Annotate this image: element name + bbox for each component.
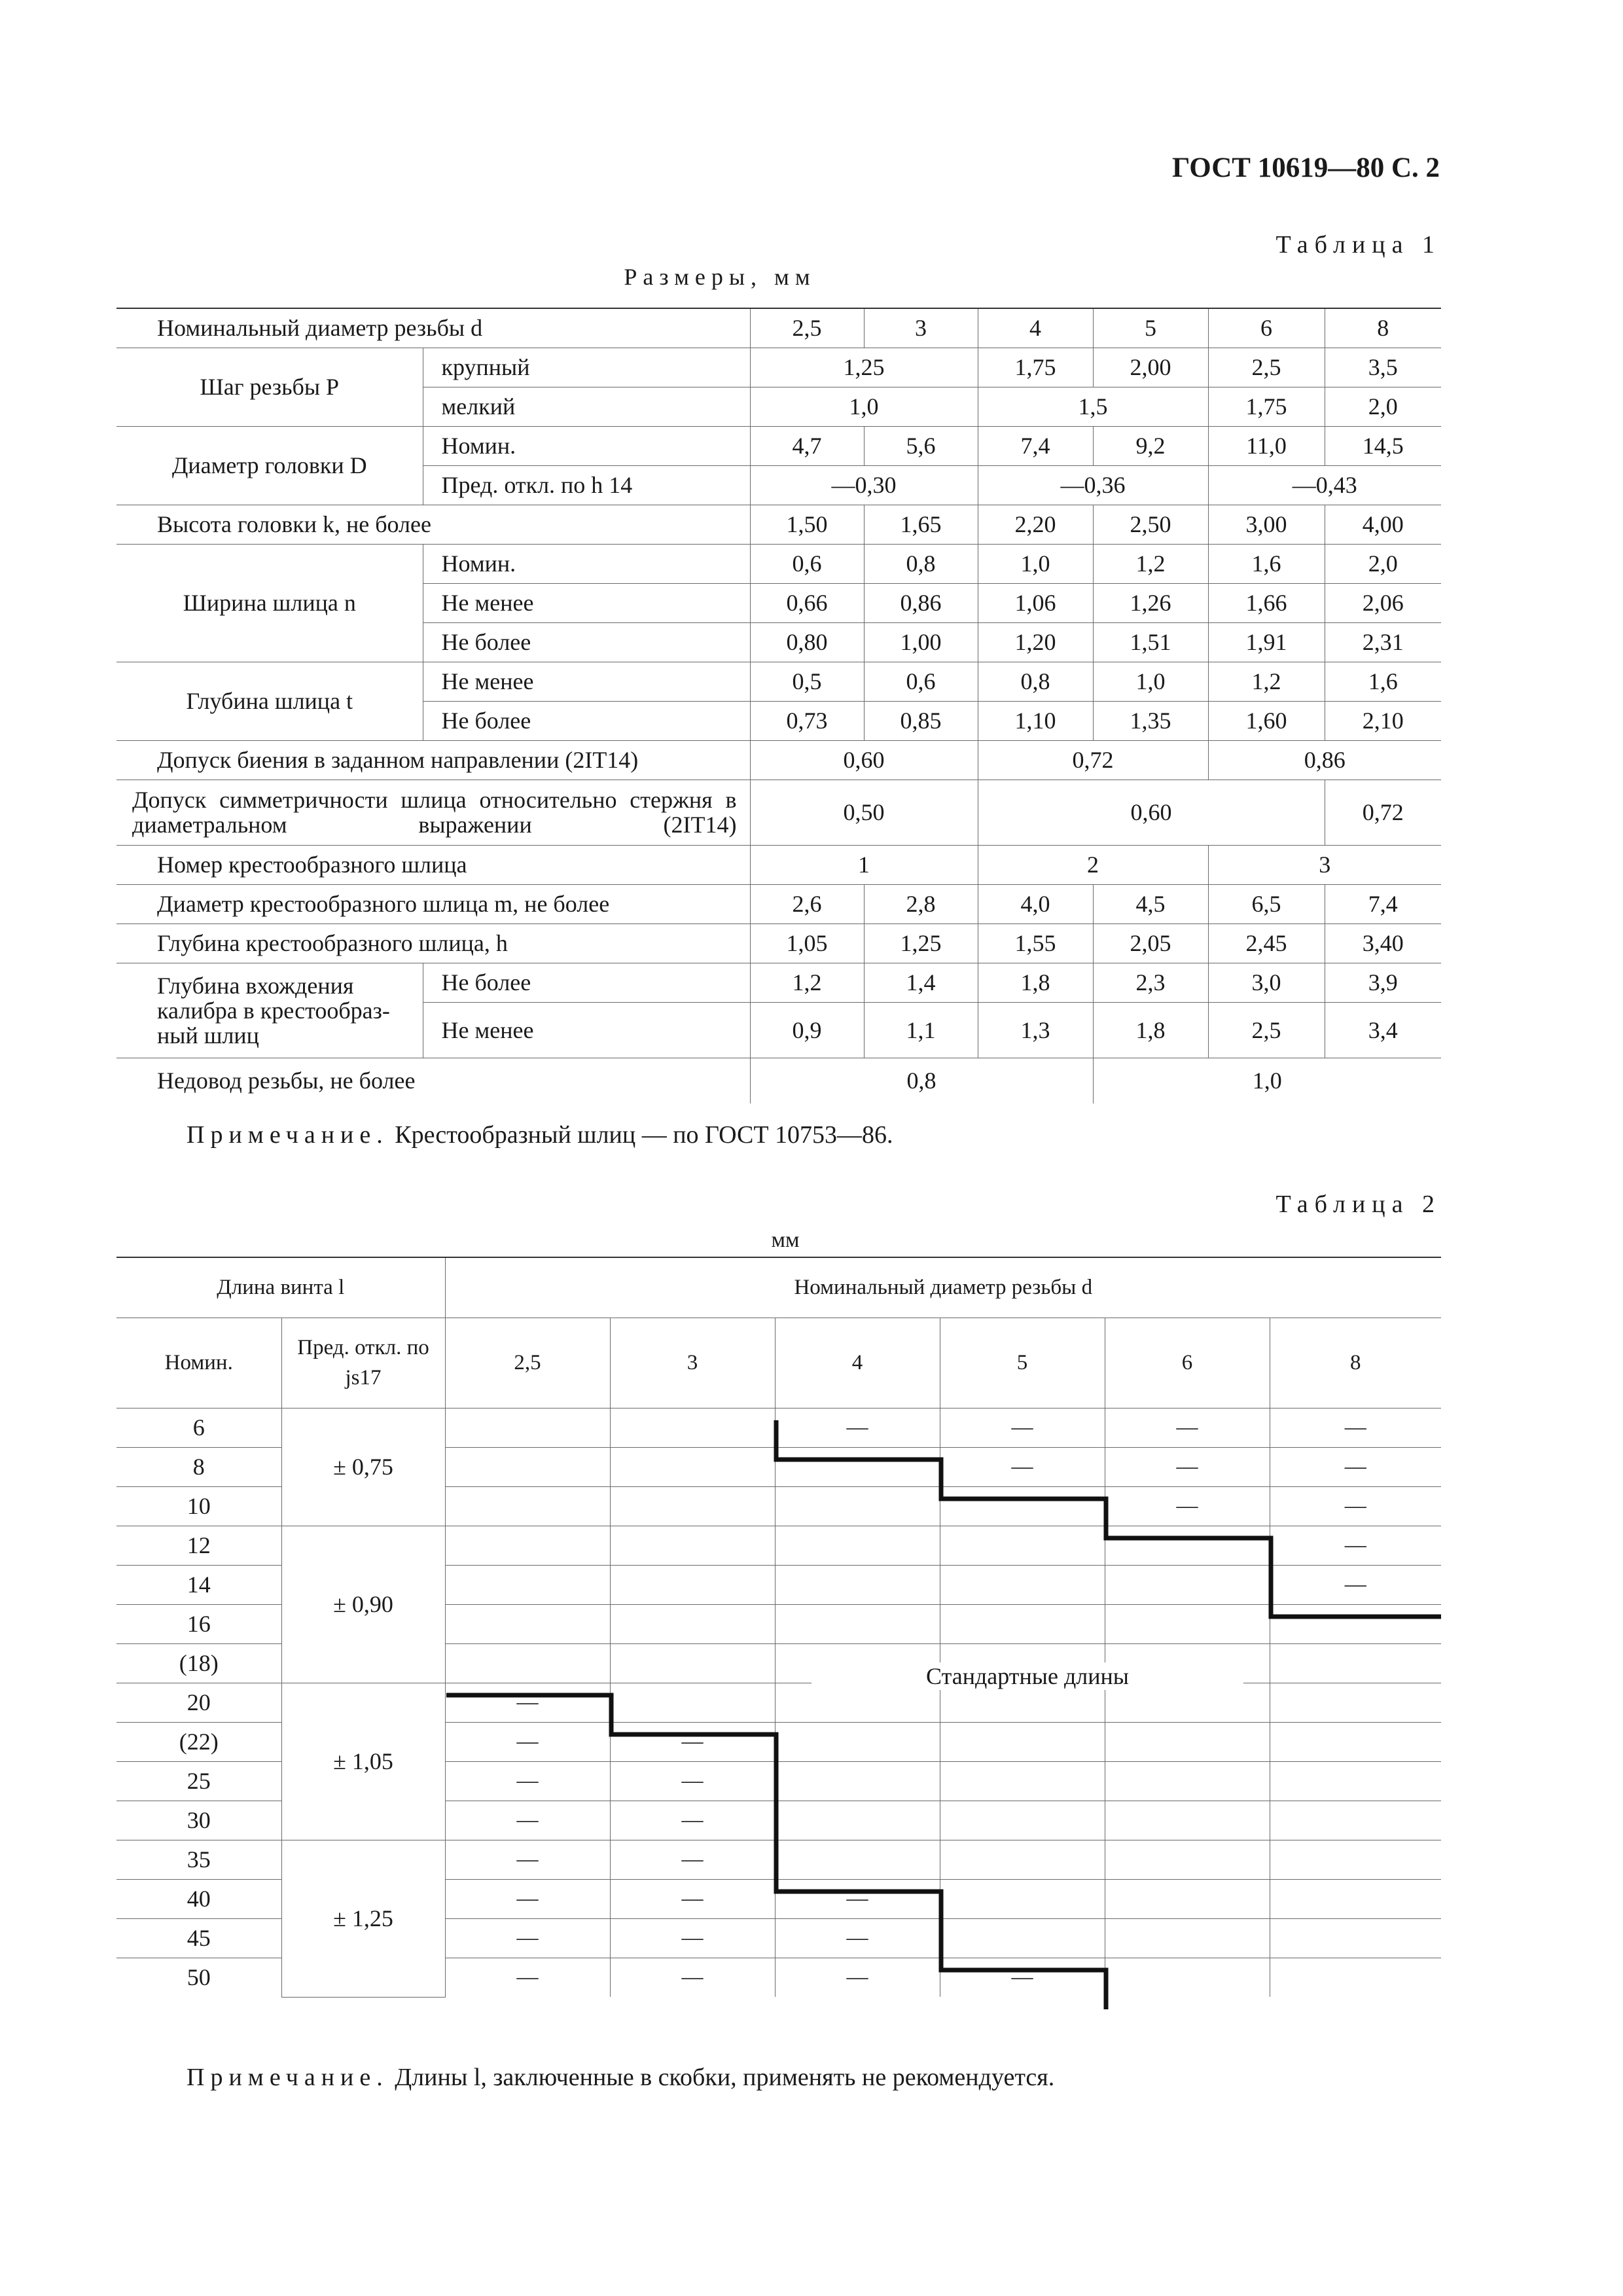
empty-cell bbox=[1270, 1722, 1441, 1761]
cell: 2,5 bbox=[1208, 1002, 1325, 1058]
empty-cell bbox=[1270, 1643, 1441, 1683]
dash-cell bbox=[940, 1958, 1105, 1997]
cell: 4,00 bbox=[1325, 505, 1441, 544]
cell: 0,60 bbox=[750, 740, 978, 780]
cell: 1,20 bbox=[978, 622, 1093, 662]
table1-row-undercut bbox=[116, 1058, 1441, 1103]
table1-row-diameter bbox=[116, 308, 1441, 348]
empty-cell bbox=[775, 1526, 940, 1565]
cell: 2,00 bbox=[1093, 348, 1208, 387]
cell: 3 bbox=[864, 308, 978, 348]
header-d: 3 bbox=[610, 1318, 775, 1408]
dash-cell bbox=[1270, 1447, 1441, 1486]
cell: 1,60 bbox=[1208, 701, 1325, 740]
length-value: 50 bbox=[116, 1958, 281, 1997]
empty-cell bbox=[610, 1526, 775, 1565]
empty-cell bbox=[445, 1526, 610, 1565]
dash-cell bbox=[445, 1761, 610, 1801]
dash-cell bbox=[775, 1408, 940, 1447]
cell: 1,4 bbox=[864, 963, 978, 1002]
header-nom: Номин. bbox=[116, 1318, 281, 1408]
cell: 2 bbox=[978, 845, 1208, 884]
length-value: 16 bbox=[116, 1604, 281, 1643]
cell: 1,5 bbox=[978, 387, 1208, 426]
empty-cell bbox=[445, 1604, 610, 1643]
label-min: Не менее bbox=[423, 583, 750, 622]
length-row bbox=[116, 1526, 1441, 1565]
cell: 3,9 bbox=[1325, 963, 1441, 1002]
cell: —0,30 bbox=[750, 465, 978, 505]
cell: 7,4 bbox=[1325, 884, 1441, 924]
dash-cell bbox=[445, 1683, 610, 1722]
cell: 1,91 bbox=[1208, 622, 1325, 662]
empty-cell bbox=[610, 1565, 775, 1604]
cell: 1,0 bbox=[1093, 1058, 1441, 1103]
cell: 1,65 bbox=[864, 505, 978, 544]
cell: 2,3 bbox=[1093, 963, 1208, 1002]
label-slot-depth: Глубина шлица t bbox=[116, 662, 423, 740]
cell: 0,86 bbox=[864, 583, 978, 622]
note-text: Крестообразный шлиц — по ГОСТ 10753—86. bbox=[388, 1121, 893, 1149]
label-gauge-depth: Глубина вхождения калибра в крестообраз-ный шлиц bbox=[116, 963, 423, 1058]
label-nominal-diameter: Номинальный диаметр резьбы d bbox=[116, 308, 750, 348]
cell: 2,5 bbox=[750, 308, 864, 348]
cell: 3,4 bbox=[1325, 1002, 1441, 1058]
table2-note bbox=[187, 2063, 1054, 2092]
length-value: 25 bbox=[116, 1761, 281, 1801]
cell: 0,6 bbox=[864, 662, 978, 701]
cell: 1,6 bbox=[1208, 544, 1325, 583]
table2-header-row-2 bbox=[116, 1318, 1441, 1408]
dash-cell bbox=[610, 1801, 775, 1840]
cell: 4,5 bbox=[1093, 884, 1208, 924]
cell: 0,72 bbox=[978, 740, 1208, 780]
empty-cell bbox=[610, 1604, 775, 1643]
header-length-text: Длина винта l bbox=[217, 1275, 345, 1299]
cell: 8 bbox=[1325, 308, 1441, 348]
empty-cell bbox=[610, 1447, 775, 1486]
cell: 2,45 bbox=[1208, 924, 1325, 963]
dash-cell bbox=[610, 1722, 775, 1761]
cell: —0,43 bbox=[1208, 465, 1441, 505]
cell: 3,40 bbox=[1325, 924, 1441, 963]
cell: 1,55 bbox=[978, 924, 1093, 963]
label-runout: Допуск биения в заданном направлении (2IT14) bbox=[116, 740, 750, 780]
label-min: Не менее bbox=[423, 1002, 750, 1058]
cell: 0,8 bbox=[864, 544, 978, 583]
dash-cell bbox=[445, 1958, 610, 1997]
cell: 2,20 bbox=[978, 505, 1093, 544]
table2-caption: мм bbox=[771, 1228, 800, 1252]
dash-cell bbox=[445, 1879, 610, 1918]
empty-cell bbox=[610, 1408, 775, 1447]
table1-row-cross-diameter bbox=[116, 884, 1441, 924]
table1-caption bbox=[458, 263, 982, 291]
header-d: 5 bbox=[940, 1318, 1105, 1408]
empty-cell bbox=[1105, 1604, 1270, 1643]
cell: 1,05 bbox=[750, 924, 864, 963]
cell: 6,5 bbox=[1208, 884, 1325, 924]
empty-cell bbox=[775, 1604, 940, 1643]
cell: 2,6 bbox=[750, 884, 864, 924]
cell: 1,00 bbox=[864, 622, 978, 662]
cell: 0,8 bbox=[978, 662, 1093, 701]
cell: 1,35 bbox=[1093, 701, 1208, 740]
length-value: 30 bbox=[116, 1801, 281, 1840]
cell: 0,85 bbox=[864, 701, 978, 740]
length-value: 10 bbox=[116, 1486, 281, 1526]
dash-cell bbox=[445, 1840, 610, 1879]
cell: 2,5 bbox=[1208, 348, 1325, 387]
cell: 1,25 bbox=[750, 348, 978, 387]
header-d: 6 bbox=[1105, 1318, 1270, 1408]
table1-row-runout bbox=[116, 740, 1441, 780]
empty-cell bbox=[1105, 1801, 1270, 1840]
table1-row-slot-nom bbox=[116, 544, 1441, 583]
label-nom: Номин. bbox=[423, 426, 750, 465]
length-row bbox=[116, 1408, 1441, 1447]
dash-cell bbox=[445, 1918, 610, 1958]
dash-cell bbox=[775, 1958, 940, 1997]
tolerance-value: ± 0,75 bbox=[281, 1408, 445, 1526]
cell: 1,6 bbox=[1325, 662, 1441, 701]
label-slot-width: Ширина шлица n bbox=[116, 544, 423, 662]
cell: 2,0 bbox=[1325, 387, 1441, 426]
length-value: 35 bbox=[116, 1840, 281, 1879]
empty-cell bbox=[1105, 1722, 1270, 1761]
cell: 4,0 bbox=[978, 884, 1093, 924]
cell: 1,50 bbox=[750, 505, 864, 544]
label-head-height: Высота головки k, не более bbox=[116, 505, 750, 544]
dash-cell bbox=[1270, 1565, 1441, 1604]
empty-cell bbox=[775, 1565, 940, 1604]
dash-cell bbox=[775, 1918, 940, 1958]
label-undercut: Недовод резьбы, не более bbox=[116, 1058, 750, 1103]
label-max: Не более bbox=[423, 622, 750, 662]
dash-cell bbox=[445, 1801, 610, 1840]
cell: 9,2 bbox=[1093, 426, 1208, 465]
empty-cell bbox=[445, 1486, 610, 1526]
cell: 1,0 bbox=[978, 544, 1093, 583]
header-d: 4 bbox=[775, 1318, 940, 1408]
cell: 0,60 bbox=[978, 780, 1325, 845]
label-cross-diameter: Диаметр крестообразного шлица m, не более bbox=[116, 884, 750, 924]
empty-cell bbox=[940, 1840, 1105, 1879]
empty-cell bbox=[940, 1801, 1105, 1840]
cell: 11,0 bbox=[1208, 426, 1325, 465]
empty-cell bbox=[610, 1643, 775, 1683]
empty-cell bbox=[1105, 1840, 1270, 1879]
empty-cell bbox=[775, 1840, 940, 1879]
cell: 7,4 bbox=[978, 426, 1093, 465]
empty-cell bbox=[940, 1565, 1105, 1604]
dash-cell bbox=[610, 1918, 775, 1958]
empty-cell bbox=[1270, 1918, 1441, 1958]
table1-caption-text: Размеры, мм bbox=[624, 264, 816, 290]
empty-cell bbox=[1105, 1526, 1270, 1565]
label-max: Не более bbox=[423, 701, 750, 740]
length-value: 40 bbox=[116, 1879, 281, 1918]
cell: 2,50 bbox=[1093, 505, 1208, 544]
length-value: 20 bbox=[116, 1683, 281, 1722]
length-value: (22) bbox=[116, 1722, 281, 1761]
dash-cell bbox=[940, 1408, 1105, 1447]
cell: 0,73 bbox=[750, 701, 864, 740]
empty-cell bbox=[940, 1526, 1105, 1565]
table1-row-cross-number bbox=[116, 845, 1441, 884]
cell: 2,8 bbox=[864, 884, 978, 924]
dash-cell bbox=[1270, 1526, 1441, 1565]
empty-cell bbox=[1270, 1840, 1441, 1879]
dash-cell bbox=[940, 1447, 1105, 1486]
cell: 1,2 bbox=[750, 963, 864, 1002]
length-row bbox=[116, 1840, 1441, 1879]
dash-cell bbox=[1270, 1486, 1441, 1526]
cell: 1 bbox=[750, 845, 978, 884]
standard-lengths-label: Стандартные длины bbox=[812, 1662, 1243, 1690]
empty-cell bbox=[940, 1722, 1105, 1761]
empty-cell bbox=[1105, 1565, 1270, 1604]
empty-cell bbox=[775, 1486, 940, 1526]
cell: 1,2 bbox=[1093, 544, 1208, 583]
cell: 1,26 bbox=[1093, 583, 1208, 622]
cell: 5 bbox=[1093, 308, 1208, 348]
tolerance-value: ± 1,05 bbox=[281, 1683, 445, 1840]
cell: 0,80 bbox=[750, 622, 864, 662]
cell: 1,25 bbox=[864, 924, 978, 963]
cell: 1,75 bbox=[1208, 387, 1325, 426]
header-d: 8 bbox=[1270, 1318, 1441, 1408]
empty-cell bbox=[445, 1447, 610, 1486]
cell: 1,06 bbox=[978, 583, 1093, 622]
header-d: 2,5 bbox=[445, 1318, 610, 1408]
length-value: 14 bbox=[116, 1565, 281, 1604]
label-cross-depth: Глубина крестообразного шлица, h bbox=[116, 924, 750, 963]
cell: 5,6 bbox=[864, 426, 978, 465]
cell: 0,5 bbox=[750, 662, 864, 701]
cell: 2,06 bbox=[1325, 583, 1441, 622]
cell: 4 bbox=[978, 308, 1093, 348]
empty-cell bbox=[775, 1722, 940, 1761]
empty-cell bbox=[610, 1486, 775, 1526]
dash-cell bbox=[775, 1879, 940, 1918]
label-min: Не менее bbox=[423, 662, 750, 701]
empty-cell bbox=[1105, 1879, 1270, 1918]
cell: 0,6 bbox=[750, 544, 864, 583]
table1-note bbox=[187, 1121, 893, 1149]
cell: 3,0 bbox=[1208, 963, 1325, 1002]
note-text: Длины l, заключенные в скобки, применять не рекомендуется. bbox=[388, 2064, 1055, 2091]
label-symmetry: Допуск симметричности шлица относительно стержня в диаметральном выражении (2IT14) bbox=[116, 780, 750, 845]
header-tolerance: Пред. откл. по js17 bbox=[281, 1318, 445, 1408]
empty-cell bbox=[940, 1486, 1105, 1526]
header-diameter: Номинальный диаметр резьбы d bbox=[445, 1257, 1441, 1318]
label-fine: мелкий bbox=[423, 387, 750, 426]
table1-row-pitch-coarse bbox=[116, 348, 1441, 387]
cell: 2,31 bbox=[1325, 622, 1441, 662]
cell: 14,5 bbox=[1325, 426, 1441, 465]
empty-cell bbox=[1105, 1761, 1270, 1801]
length-value: (18) bbox=[116, 1643, 281, 1683]
note-prefix: Примечание. bbox=[187, 2064, 389, 2091]
cell: 1,3 bbox=[978, 1002, 1093, 1058]
empty-cell bbox=[1270, 1683, 1441, 1722]
cell: 1,0 bbox=[1093, 662, 1208, 701]
length-value: 6 bbox=[116, 1408, 281, 1447]
page-header: ГОСТ 10619—80 С. 2 bbox=[1171, 152, 1440, 183]
empty-cell bbox=[775, 1801, 940, 1840]
table1-label: Таблица 1 bbox=[1275, 231, 1441, 259]
empty-cell bbox=[1270, 1604, 1441, 1643]
cell: 1,8 bbox=[978, 963, 1093, 1002]
empty-cell bbox=[445, 1408, 610, 1447]
tolerance-value: ± 0,90 bbox=[281, 1526, 445, 1683]
cell: —0,36 bbox=[978, 465, 1208, 505]
dash-cell bbox=[610, 1840, 775, 1879]
cell: 1,66 bbox=[1208, 583, 1325, 622]
table1-row-depth-min bbox=[116, 662, 1441, 701]
empty-cell bbox=[1270, 1801, 1441, 1840]
length-value: 8 bbox=[116, 1447, 281, 1486]
empty-cell bbox=[1270, 1958, 1441, 1997]
cell: 0,86 bbox=[1208, 740, 1441, 780]
empty-cell bbox=[1270, 1879, 1441, 1918]
cell: 1,75 bbox=[978, 348, 1093, 387]
label-coarse: крупный bbox=[423, 348, 750, 387]
cell: 1,51 bbox=[1093, 622, 1208, 662]
empty-cell bbox=[940, 1918, 1105, 1958]
cell: 0,9 bbox=[750, 1002, 864, 1058]
table1-row-head-height bbox=[116, 505, 1441, 544]
dash-cell bbox=[610, 1879, 775, 1918]
label-max: Не более bbox=[423, 963, 750, 1002]
empty-cell bbox=[1105, 1958, 1270, 1997]
cell: 4,7 bbox=[750, 426, 864, 465]
note-prefix: Примечание. bbox=[187, 1121, 389, 1149]
label-head-diameter: Диаметр головки D bbox=[116, 426, 423, 505]
header-length bbox=[116, 1257, 445, 1318]
length-value: 45 bbox=[116, 1918, 281, 1958]
dash-cell bbox=[445, 1722, 610, 1761]
label-cross-number: Номер крестообразного шлица bbox=[116, 845, 750, 884]
cell: 3,5 bbox=[1325, 348, 1441, 387]
table1-row-cross-depth bbox=[116, 924, 1441, 963]
cell: 2,10 bbox=[1325, 701, 1441, 740]
empty-cell bbox=[1105, 1918, 1270, 1958]
empty-cell bbox=[1270, 1761, 1441, 1801]
cell: 6 bbox=[1208, 308, 1325, 348]
cell: 0,72 bbox=[1325, 780, 1441, 845]
lengths-table bbox=[116, 1257, 1441, 1998]
cell: 2,0 bbox=[1325, 544, 1441, 583]
empty-cell bbox=[940, 1879, 1105, 1918]
cell: 1,10 bbox=[978, 701, 1093, 740]
cell: 1,8 bbox=[1093, 1002, 1208, 1058]
empty-cell bbox=[940, 1761, 1105, 1801]
dash-cell bbox=[1105, 1447, 1270, 1486]
tolerance-value: ± 1,25 bbox=[281, 1840, 445, 1997]
dash-cell bbox=[1270, 1408, 1441, 1447]
table1-row-head-nom bbox=[116, 426, 1441, 465]
table2-label: Таблица 2 bbox=[1275, 1191, 1441, 1218]
cell: 3,00 bbox=[1208, 505, 1325, 544]
dimensions-table bbox=[116, 308, 1441, 1103]
cell: 1,2 bbox=[1208, 662, 1325, 701]
table1-row-symmetry bbox=[116, 780, 1441, 845]
length-value: 12 bbox=[116, 1526, 281, 1565]
cell: 2,05 bbox=[1093, 924, 1208, 963]
label-nom: Номин. bbox=[423, 544, 750, 583]
dash-cell bbox=[1105, 1408, 1270, 1447]
table1-row-gauge-max bbox=[116, 963, 1441, 1002]
cell: 0,50 bbox=[750, 780, 978, 845]
cell: 1,1 bbox=[864, 1002, 978, 1058]
label-tolerance-h14: Пред. откл. по h 14 bbox=[423, 465, 750, 505]
cell: 0,8 bbox=[750, 1058, 1093, 1103]
cell: 1,0 bbox=[750, 387, 978, 426]
cell: 3 bbox=[1208, 845, 1441, 884]
dash-cell bbox=[610, 1761, 775, 1801]
empty-cell bbox=[445, 1643, 610, 1683]
dash-cell bbox=[1105, 1486, 1270, 1526]
label-thread-pitch: Шаг резьбы P bbox=[116, 348, 423, 426]
empty-cell bbox=[610, 1683, 775, 1722]
empty-cell bbox=[940, 1604, 1105, 1643]
table2-header-row-1 bbox=[116, 1257, 1441, 1318]
empty-cell bbox=[775, 1447, 940, 1486]
empty-cell bbox=[445, 1565, 610, 1604]
dash-cell bbox=[610, 1958, 775, 1997]
empty-cell bbox=[775, 1761, 940, 1801]
cell: 0,66 bbox=[750, 583, 864, 622]
